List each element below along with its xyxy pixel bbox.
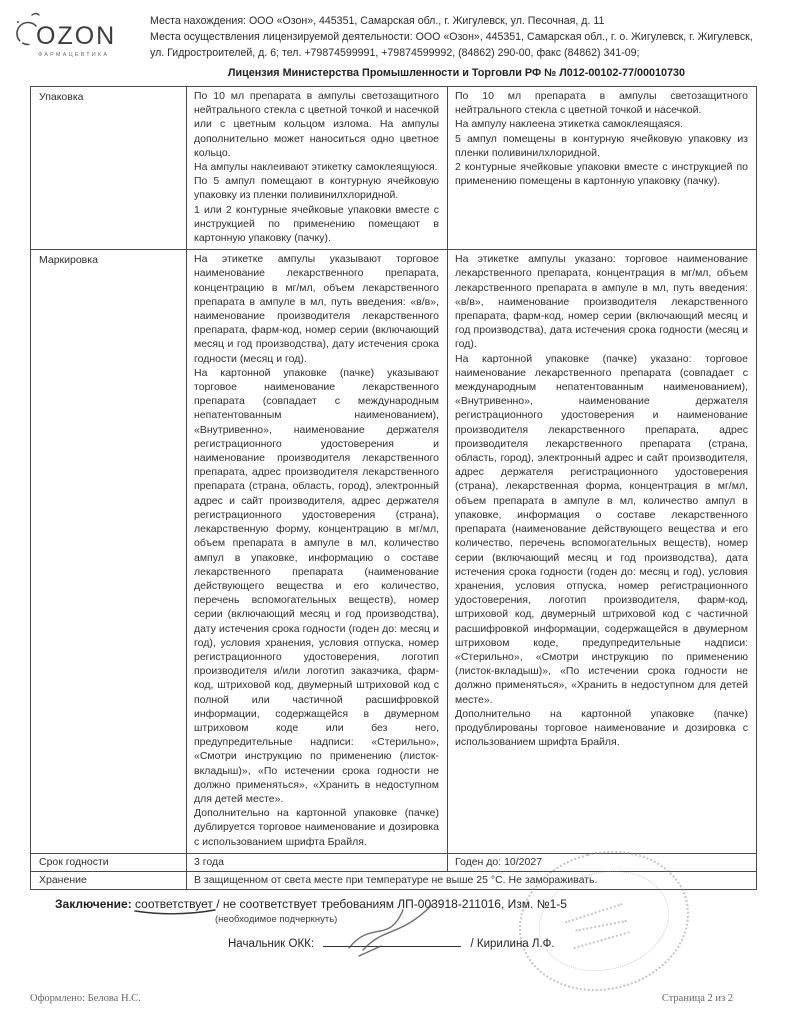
marking-spec-cell [186, 250, 447, 853]
row-label: Упаковка [39, 91, 84, 103]
table-row-packaging [31, 87, 756, 249]
letterhead [0, 0, 791, 79]
cell-paragraph: Дополнительно на картонной упаковке (пачке) продублированы торговое наименование и дозировка с использованием шрифта Брайля. [455, 707, 748, 749]
ozon-logo-mark-icon [12, 12, 42, 50]
signature-name: / Кирилина Л.Ф. [470, 938, 555, 950]
cell-paragraph: На картонной упаковке (пачке) указывают торговое наименование лекарственного препарата (совпадает с международным непатентованным наименованием), «Внутривенно», наименование держателя регистрационного удостоверения и наименование производителя лекарственного препарата, адрес производителя лекарственного препарата (страна, область, город), электронный адрес и сайт производителя, адрес держателя регистрационного удостоверения (страна), лекарственную форму, концентрацию в мг/мл, объем препарата в ампуле в мл, количество ампул в упаковке, информацию о составе лекарственного препарата (наименование действующего вещества и его количество, перечень вспомогательных веществ), номер серии (включающий месяц и год производства), дату истечения срока годности (годен до: месяц и год), условия хранения, условия отпуска, номер регистрационного удостоверения, логотип производителя и/или логотип заказчика, фарм-код, штриховой код, двумерный штриховой код с полной или частичной расшифровкой информации, содержащейся в двумерном штриховом коде или без него, предупредительные надписи: «Стерильно», «Смотри инструкцию по применению (листок-вкладыш)», «По истечении срока годности не должно применяться», «Хранить в недоступном для детей месте». [194, 366, 439, 805]
signature-line [323, 934, 461, 947]
address-line: Места осуществления лицензируемой деятельности: ООО «Озон», 445351, Самарская обл., г. о. Жигулевск, г. Жигулевск, ул. Гидростроителей, д. 6; тел. +79874599991, +79874599992, (84862) 290-00, факс (84862) 341-09; [150, 30, 753, 59]
packaging-spec-cell [186, 87, 447, 249]
signature-role-label: Начальник ОКК: [228, 938, 315, 950]
row-label: Срок годности [39, 855, 109, 868]
cell-paragraph: На этикетке ампулы указано: торговое наименование лекарственного препарата, концентрация в мг/мл, объем лекарственного препарата в ампуле в мл, путь введения: «в/в», наименование производителя лекарственного препарата, фарм-код, номер серии (включающий месяц и год производства), дата истечения срока годности (месяц и год). [455, 253, 748, 351]
ozon-logo [10, 10, 150, 76]
conclusion-label: Заключение: [55, 897, 132, 912]
spec-table [30, 86, 757, 890]
logo-subtext: ФАРМАЦЕВТИКА [38, 52, 110, 58]
packaging-actual-cell [447, 87, 756, 249]
shelf-life-actual-cell: Годен до: 10/2027 [447, 854, 756, 871]
cell-paragraph: По 10 мл препарата в ампулы светозащитного нейтрального стекла с цветной точкой и насечкой или с цветным кольцом излома. На ампулы дополнительно может наноситься одно цветное кольцо. [194, 90, 439, 159]
row-label: Маркировка [39, 254, 98, 267]
storage-value-cell: В защищенном от света месте при температуре не выше 25 °С. Не замораживать. [186, 872, 756, 889]
company-address-block [150, 10, 763, 79]
conclusion-underlined-text: соответствует [135, 897, 213, 912]
license-line: Лицензия Министерства Промышленности и Торговли РФ № Л012-00102-77/00010730 [227, 66, 686, 79]
cell-paragraph: На ампулу наклеена этикетка самоклеящаяся. [455, 118, 684, 131]
cell-paragraph: Дополнительно на картонной упаковке (пачке) дублируется торговое наименование и дозировка с использованием шрифта Брайля. [194, 807, 439, 848]
hand-underline-stroke [133, 908, 217, 917]
signature-block [228, 934, 555, 950]
row-label: Хранение [39, 873, 87, 886]
shelf-life-spec-cell: 3 года [186, 854, 447, 871]
conclusion-note: (необходимое подчеркнуть) [215, 914, 338, 926]
address-line: Места нахождения: ООО «Озон», 445351, Самарская обл., г. Жигулевск, ул. Песочная, д. 11 [150, 15, 605, 27]
cell-paragraph: 2 контурные ячейковые упаковки вместе с инструкцией по применению помещены в картонную упаковку (пачку). [455, 161, 748, 188]
logo-brand-text: OZON [36, 22, 117, 50]
cell-paragraph: По 5 ампул помещают в контурную ячейковую упаковку из пленки поливинилхлоридной. [194, 175, 439, 202]
cell-paragraph: 1 или 2 контурные ячейковые упаковки вместе с инструкцией по применению помещают в картонную упаковку (пачку). [194, 203, 439, 245]
prepared-by: Оформлено: Белова Н.С. [30, 993, 141, 1004]
marking-actual-cell [447, 250, 756, 853]
conclusion-rest-text: / не соответствует требованиям ЛП-003918-211016, Изм. №1-5 [216, 897, 567, 912]
cell-paragraph: 5 ампул помещены в контурную ячейковую упаковку из пленки поливинилхлоридной. [455, 132, 748, 159]
cell-paragraph: На ампулы наклеивают этикетку самоклеящуюся. [194, 161, 438, 174]
cell-paragraph: На картонной упаковке (пачке) указано: торговое наименование лекарственного препарата (совпадает с международным непатентованным наименованием), «Внутривенно», наименование держателя регистрационного удостоверения и наименование производителя лекарственного препарата, адрес производителя лекарственного препарата (страна, область, город), электронный адрес и сайт производителя, адрес держателя регистрационного удостоверения (страна), лекарственная форма, концентрация в мг/мл, объем препарата в ампуле в мл, количество ампул в упаковке, информация о составе лекарственного препарата (наименование действующего вещества и его количество, перечень вспомогательных веществ), номер серии (включающий месяц и год производства), дата истечения срока годности (годен до: месяц и год), условия хранения, условия отпуска, номер регистрационного удостоверения, логотип производителя, фарм-код, штриховой код, двумерный штриховой код с частичной расшифровкой информации, содержащейся в двумерном штриховом коде, предупредительные надписи: «Стерильно», «Смотри инструкцию по применению (листок-вкладыш)», «По истечении срока годности не должно применяться», «Хранить в недоступном для детей месте». [455, 352, 748, 706]
conclusion-underlined-choice [135, 897, 213, 911]
cell-paragraph: По 10 мл препарата в ампулы светозащитного нейтрального стекла с цветной точкой и насечкой. [455, 90, 748, 117]
signature-scribble [341, 900, 451, 952]
page-number: Страница 2 из 2 [661, 993, 733, 1004]
table-row-marking [31, 249, 756, 853]
cell-paragraph: На этикетке ампулы указывают торговое наименование лекарственного препарата, концентрацию в мг/мл, объем лекарственного препарата в ампуле в мл, путь введения: «в/в», наименование производителя лекарственного препарата, фарм-код, номер серии (включающий месяц и год производства), дату истечения срока годности (месяц и год). [194, 253, 439, 365]
